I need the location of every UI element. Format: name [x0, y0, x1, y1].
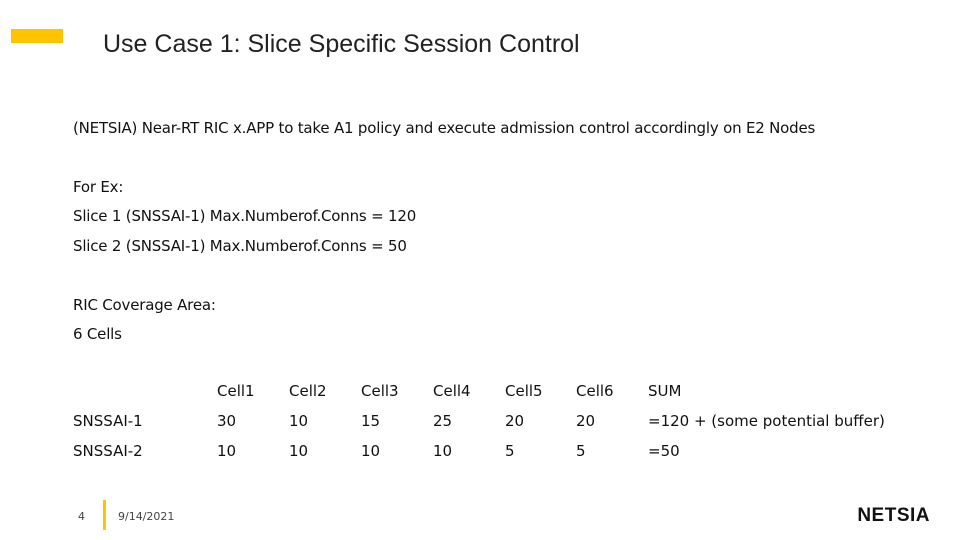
table-cell: =50: [648, 442, 680, 460]
table-cell: 10: [289, 412, 309, 430]
example-heading: For Ex:: [73, 178, 124, 196]
table-header-cell: Cell4: [433, 382, 471, 400]
table-cell: 10: [289, 442, 309, 460]
slice-2-line: Slice 2 (SNSSAI-1) Max.Numberof.Conns = 50: [73, 237, 407, 255]
table-cell: 10: [433, 442, 453, 460]
table-header-cell: Cell3: [361, 382, 399, 400]
coverage-heading: RIC Coverage Area:: [73, 296, 216, 314]
table-header-cell: Cell2: [289, 382, 327, 400]
table-cell: 5: [576, 442, 586, 460]
netsia-logo: NETSIA: [857, 505, 930, 526]
table-header-cell: SUM: [648, 382, 682, 400]
table-cell: 25: [433, 412, 453, 430]
table-header-cell: Cell6: [576, 382, 614, 400]
slide-title: Use Case 1: Slice Specific Session Control: [103, 30, 580, 58]
table-cell: 30: [217, 412, 237, 430]
table-header-cell: Cell5: [505, 382, 543, 400]
table-cell: 15: [361, 412, 381, 430]
table-cell: 10: [361, 442, 381, 460]
footer-date: 9/14/2021: [118, 510, 175, 523]
slice-1-line: Slice 1 (SNSSAI-1) Max.Numberof.Conns = 120: [73, 207, 417, 225]
table-cell: SNSSAI-1: [73, 412, 143, 430]
accent-bar: [11, 29, 63, 43]
footer-divider: [103, 500, 106, 530]
description-text: (NETSIA) Near-RT RIC x.APP to take A1 policy and execute admission control accordingly on E2 Nodes: [73, 119, 816, 137]
table-cell: 10: [217, 442, 237, 460]
table-cell: 20: [576, 412, 596, 430]
table-cell: SNSSAI-2: [73, 442, 143, 460]
page-number: 4: [78, 510, 85, 523]
table-cell: =120 + (some potential buffer): [648, 412, 885, 430]
table-header-cell: Cell1: [217, 382, 255, 400]
table-cell: 20: [505, 412, 525, 430]
coverage-value: 6 Cells: [73, 325, 122, 343]
table-cell: 5: [505, 442, 515, 460]
